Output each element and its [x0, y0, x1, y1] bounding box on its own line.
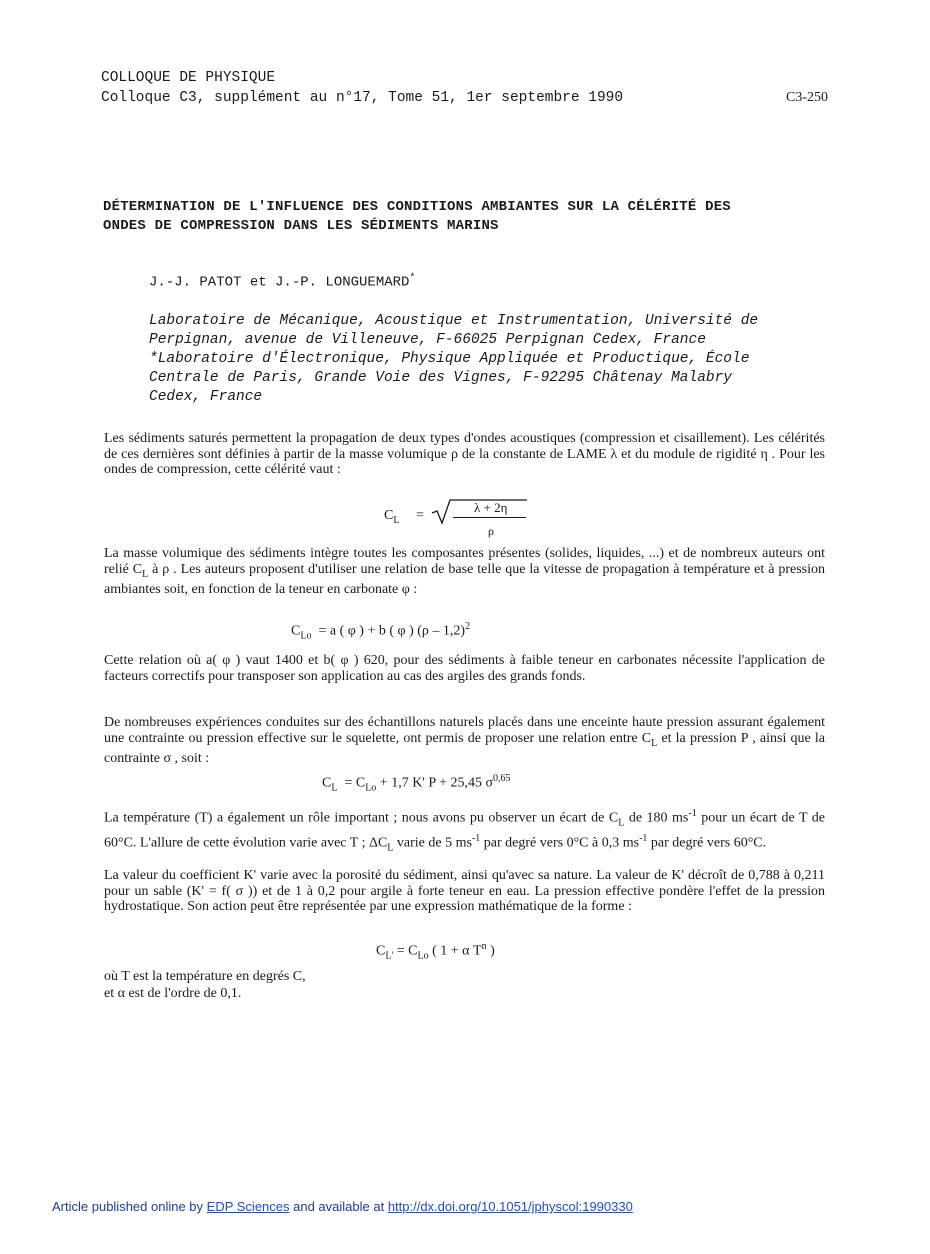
paragraph-4: De nombreuses expériences conduites sur des échantillons naturels placés dans une enceinte haute pression assurant également une contrainte ou pression effective sur le squelette, ont permis de proposer une relation entre $C_L$ et la pression P , ainsi que la contrainte σ , soit :: [104, 715, 825, 766]
issue-line: Colloque C3, supplément au n°17, Tome 51, 1er septembre 1990: [101, 90, 624, 106]
author-mark: *: [409, 273, 416, 284]
affiliation-line-4: Centrale de Paris, Grande Voie des Vignes, F-92295 Châtenay Malabry: [149, 370, 732, 386]
affiliation-line-3: *Laboratoire d'Électronique, Physique Appliquée et Productique, École: [149, 351, 750, 367]
authors: [149, 273, 415, 291]
eq1-numerator: λ + 2η: [474, 500, 508, 515]
doi-link[interactable]: http://dx.doi.org/10.1051/jphyscol:1990330: [387, 1199, 633, 1214]
journal-name: COLLOQUE DE PHYSIQUE: [101, 70, 276, 86]
publisher-link[interactable]: EDP Sciences: [206, 1199, 290, 1214]
p7-line-1: où T est la température en degrés C,: [104, 969, 306, 984]
p7-line-2: et α est de l'ordre de 0,1.: [104, 986, 242, 1001]
fraction-bar: [453, 517, 526, 518]
paragraph-5: La température (T) a également un rôle important ; nous avons pu observer un écart de $C_L$ de 180 $ms^{-1}$ pour un écart de T de 60°C. L'allure de cette évolution varie avec T ; $\Delta C_L$ varie de 5 $ms^{-1}$ par degré vers 0°C à 0,3 $ms^{-1}$ par degré vers 60°C.: [104, 808, 825, 854]
authors-names: J.-J. PATOT et J.-P. LONGUEMARD: [149, 274, 410, 291]
affiliation-line-2: Perpignan, avenue de Villeneuve, F-66025 Perpignan Cedex, France: [149, 332, 706, 348]
title-line-2: ONDES DE COMPRESSION DANS LES SÉDIMENTS MARINS: [103, 218, 499, 234]
eq1-equals: =: [416, 508, 424, 523]
equation-1: [384, 497, 544, 541]
paragraph-6: La valeur du coefficient K' varie avec la porosité du sédiment, ainsi qu'avec sa nature. La valeur de K' décroît de 0,788 à 0,211 pour un sable (K' = f( σ )) et de 1 à 0,2 pour argile à forte teneur en eau. La pression effective pondère l'effet de la pression hydrostatique. Son action peut être représentée par une expression mathématique de la forme :: [104, 868, 825, 914]
paragraph-1: Les sédiments saturés permettent la propagation de deux types d'ondes acoustiques (compression et cisaillement). Les célérités de ces dernières sont définies à partir de la masse volumique ρ de la constante de LAME λ et du module de rigidité η . Pour les ondes de compression, cette célérité vaut :: [104, 431, 825, 477]
equation-2: $C_{Lo} = a$ ( φ ) + b ( φ ) (ρ – 1,2)$^2$: [291, 621, 471, 642]
equation-3: $C_L = C_{Lo} + 1,7$ K' P + 25,45 $\sigma^{0,65}$: [322, 773, 511, 794]
footer-notice: [52, 1199, 633, 1214]
affiliation-line-5: Cedex, France: [149, 389, 263, 405]
affiliation-line-1: Laboratoire de Mécanique, Acoustique et Instrumentation, Université de: [149, 313, 759, 329]
paragraph-7: [104, 968, 306, 1002]
eq1-denominator: ρ: [488, 524, 494, 538]
title-line-1: DÉTERMINATION DE L'INFLUENCE DES CONDITIONS AMBIANTES SUR LA CÉLÉRITÉ DES: [103, 199, 731, 215]
footer-middle: and available at: [289, 1199, 388, 1214]
footer-prefix: Article published online by: [52, 1199, 207, 1214]
paragraph-3: Cette relation où a( φ ) vaut 1400 et b( φ ) 620, pour des sédiments à faible teneur en carbonates nécessite l'application de facteurs correctifs pour transposer son application au cas des argiles des grands fonds.: [104, 653, 825, 684]
eq1-lhs: $C_L$: [384, 508, 400, 526]
paragraph-2: La masse volumique des sédiments intègre toutes les composantes présentes (solides, liquides, ...) et de nombreux auteurs ont relié $C_L$ à ρ . Les auteurs proposent d'utiliser une relation de base telle que la vitesse de propagation à température et à pression ambiantes soit, en fonction de la teneur en carbonate φ :: [104, 546, 825, 597]
equation-4: $C_{L'} = C_{Lo}$ ( 1 + α $T^n$ ): [376, 941, 495, 962]
page-id: C3-250: [786, 90, 828, 105]
